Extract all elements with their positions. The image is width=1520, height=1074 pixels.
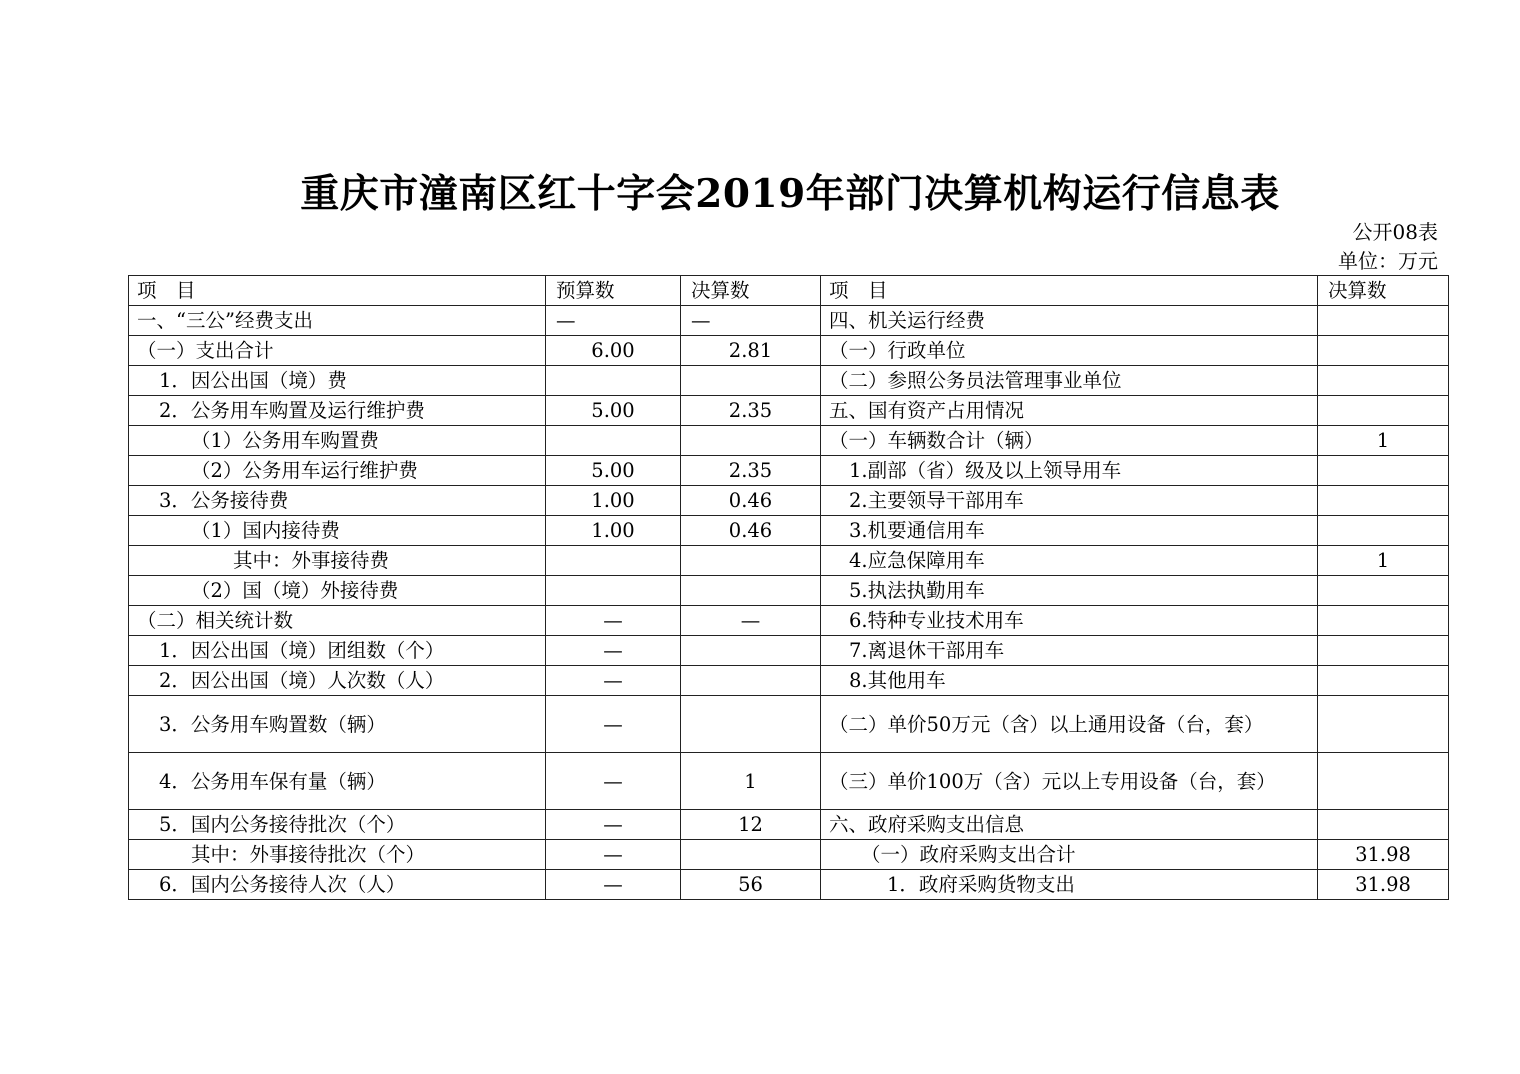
right-item: 6.特种专业技术用车 <box>821 606 1318 636</box>
right-item: （二）单价50万元（含）以上通用设备（台，套） <box>821 696 1318 753</box>
table-row <box>129 696 1449 753</box>
budget-value: 5.00 <box>546 396 681 426</box>
right-final-value <box>1318 486 1449 516</box>
budget-value: — <box>546 870 681 900</box>
left-item: （1）国内接待费 <box>129 516 546 546</box>
header-right-final: 决算数 <box>1318 276 1449 306</box>
right-final-value <box>1318 366 1449 396</box>
table-row <box>129 840 1449 870</box>
final-value: 2.35 <box>681 456 821 486</box>
table-code: 公开08表 <box>1352 220 1438 244</box>
right-item: （一）行政单位 <box>821 336 1318 366</box>
left-item: 一、“三公”经费支出 <box>129 306 546 336</box>
right-final-value: 1 <box>1318 546 1449 576</box>
left-item: 3．公务接待费 <box>129 486 546 516</box>
budget-value: — <box>546 696 681 753</box>
left-item: （2）国（境）外接待费 <box>129 576 546 606</box>
table-row <box>129 636 1449 666</box>
right-item: 4.应急保障用车 <box>821 546 1318 576</box>
final-value: 56 <box>681 870 821 900</box>
budget-value <box>546 546 681 576</box>
right-item: 六、政府采购支出信息 <box>821 810 1318 840</box>
left-item: 其中：外事接待批次（个） <box>129 840 546 870</box>
table-row <box>129 870 1449 900</box>
right-final-value <box>1318 576 1449 606</box>
right-item: 1．政府采购货物支出 <box>821 870 1318 900</box>
right-item: （一）车辆数合计（辆） <box>821 426 1318 456</box>
budget-value: — <box>546 606 681 636</box>
left-item: 2．公务用车购置及运行维护费 <box>129 396 546 426</box>
final-value <box>681 426 821 456</box>
table-row <box>129 606 1449 636</box>
right-final-value: 31.98 <box>1318 870 1449 900</box>
right-item: （一）政府采购支出合计 <box>821 840 1318 870</box>
right-final-value: 31.98 <box>1318 840 1449 870</box>
table-row <box>129 426 1449 456</box>
right-final-value <box>1318 456 1449 486</box>
final-value <box>681 840 821 870</box>
final-value: 2.81 <box>681 336 821 366</box>
table-row <box>129 516 1449 546</box>
left-item: 3．公务用车购置数（辆） <box>129 696 546 753</box>
unit-label: 单位：万元 <box>1338 249 1438 273</box>
final-value <box>681 546 821 576</box>
budget-value: — <box>546 636 681 666</box>
budget-value: 5.00 <box>546 456 681 486</box>
report-table <box>128 275 1449 900</box>
left-item: 4．公务用车保有量（辆） <box>129 753 546 810</box>
right-final-value <box>1318 606 1449 636</box>
budget-value <box>546 426 681 456</box>
right-final-value <box>1318 696 1449 753</box>
right-final-value <box>1318 810 1449 840</box>
right-final-value <box>1318 516 1449 546</box>
right-item: 五、国有资产占用情况 <box>821 396 1318 426</box>
budget-value: — <box>546 840 681 870</box>
right-item: 四、机关运行经费 <box>821 306 1318 336</box>
final-value: 2.35 <box>681 396 821 426</box>
left-item: 1．因公出国（境）团组数（个） <box>129 636 546 666</box>
right-final-value <box>1318 636 1449 666</box>
table-row <box>129 810 1449 840</box>
table-row <box>129 336 1449 366</box>
right-item: 1.副部（省）级及以上领导用车 <box>821 456 1318 486</box>
final-value: 0.46 <box>681 486 821 516</box>
left-item: （二）相关统计数 <box>129 606 546 636</box>
final-value <box>681 666 821 696</box>
header-final: 决算数 <box>681 276 821 306</box>
left-item: （2）公务用车运行维护费 <box>129 456 546 486</box>
budget-value <box>546 366 681 396</box>
table-row <box>129 753 1449 810</box>
right-item: 2.主要领导干部用车 <box>821 486 1318 516</box>
left-item: （一）支出合计 <box>129 336 546 366</box>
header-left-item: 项 目 <box>129 276 546 306</box>
final-value: 1 <box>681 753 821 810</box>
final-value: 0.46 <box>681 516 821 546</box>
right-final-value <box>1318 666 1449 696</box>
right-item: 7.离退休干部用车 <box>821 636 1318 666</box>
right-item: （三）单价100万（含）元以上专用设备（台，套） <box>821 753 1318 810</box>
right-final-value <box>1318 336 1449 366</box>
budget-value: — <box>546 753 681 810</box>
header-right-item: 项 目 <box>821 276 1318 306</box>
right-item: （二）参照公务员法管理事业单位 <box>821 366 1318 396</box>
right-item: 8.其他用车 <box>821 666 1318 696</box>
table-row <box>129 576 1449 606</box>
left-item: 其中：外事接待费 <box>129 546 546 576</box>
table-row <box>129 456 1449 486</box>
left-item: 1．因公出国（境）费 <box>129 366 546 396</box>
right-final-value <box>1318 396 1449 426</box>
table-row <box>129 666 1449 696</box>
final-value: 12 <box>681 810 821 840</box>
final-value <box>681 366 821 396</box>
table-header-row <box>129 276 1449 306</box>
budget-value <box>546 576 681 606</box>
right-item: 3.机要通信用车 <box>821 516 1318 546</box>
left-item: 6．国内公务接待人次（人） <box>129 870 546 900</box>
budget-value: 6.00 <box>546 336 681 366</box>
table-row <box>129 366 1449 396</box>
final-value <box>681 636 821 666</box>
budget-value: 1.00 <box>546 486 681 516</box>
right-item: 5.执法执勤用车 <box>821 576 1318 606</box>
left-item: 2．因公出国（境）人次数（人） <box>129 666 546 696</box>
table-row <box>129 306 1449 336</box>
table-row <box>129 396 1449 426</box>
right-final-value: 1 <box>1318 426 1449 456</box>
budget-value: — <box>546 666 681 696</box>
right-final-value <box>1318 306 1449 336</box>
final-value: — <box>681 306 821 336</box>
budget-value: 1.00 <box>546 516 681 546</box>
left-item: 5．国内公务接待批次（个） <box>129 810 546 840</box>
header-budget: 预算数 <box>546 276 681 306</box>
table-row <box>129 486 1449 516</box>
final-value <box>681 576 821 606</box>
page-title: 重庆市潼南区红十字会2019年部门决算机构运行信息表 <box>300 171 1280 217</box>
final-value <box>681 696 821 753</box>
left-item: （1）公务用车购置费 <box>129 426 546 456</box>
right-final-value <box>1318 753 1449 810</box>
budget-value: — <box>546 810 681 840</box>
budget-value: — <box>546 306 681 336</box>
table-row <box>129 546 1449 576</box>
final-value: — <box>681 606 821 636</box>
